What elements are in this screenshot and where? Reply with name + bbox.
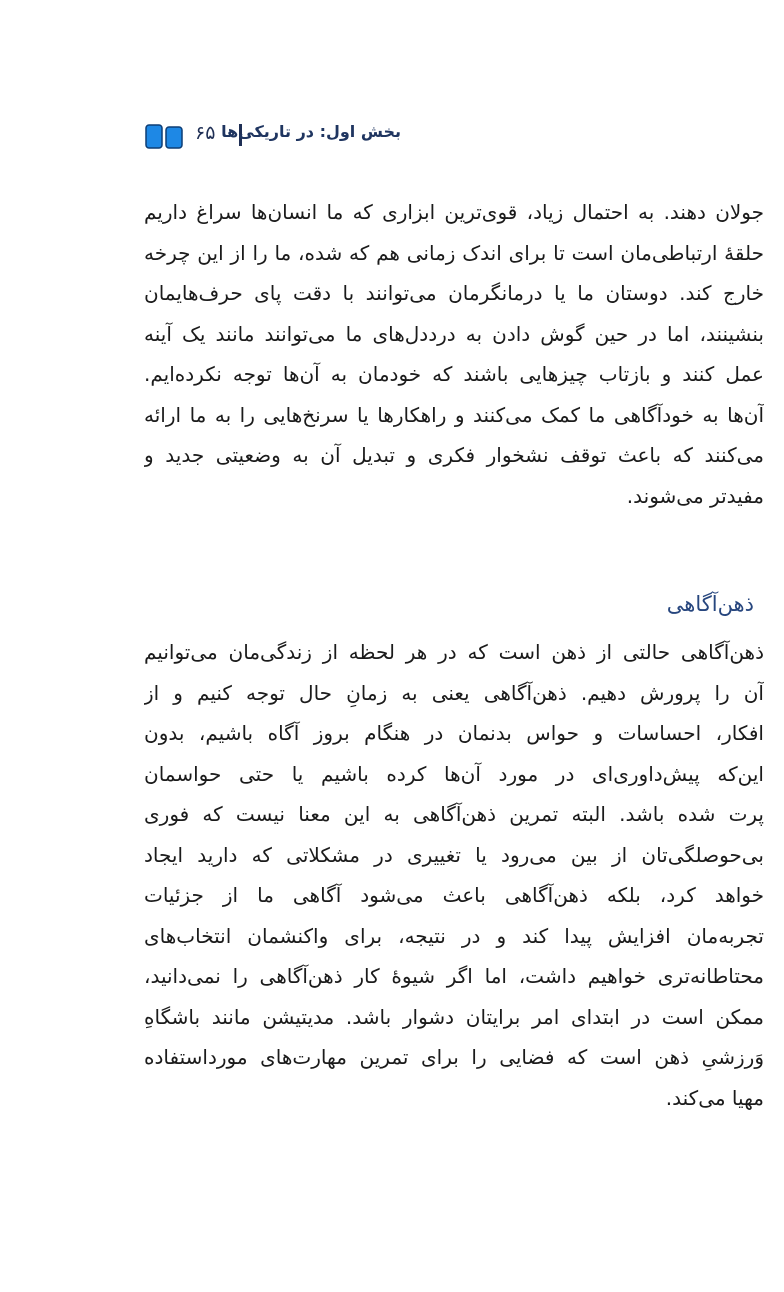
page-header xyxy=(145,118,401,154)
text-line: ممکن است در ابتدای امر برایتان دشوار باشد. مدیتیشن مانند باشگاهِ xyxy=(144,1004,764,1029)
book-icon xyxy=(145,124,185,150)
text-line: خواهد کرد، بلکه ذهن‌آگاهی باعث می‌شود آگاهی ما از جزئیات xyxy=(144,883,764,907)
text-line: حلقۀ ارتباطی‌مان است تا برای اندک زمانی هم که شده، ما را از این چرخه xyxy=(144,240,764,265)
text-line: محتاطانه‌تری خواهیم داشت، اما اگر شیوۀ کار ذهن‌آگاهی را نمی‌دانید، xyxy=(144,964,764,988)
text-line: مفیدتر می‌شوند. xyxy=(626,483,764,508)
paragraph-1 xyxy=(144,192,764,516)
text-line: مهیا می‌کند. xyxy=(665,1085,764,1110)
section-heading: ذهن‌آگاهی xyxy=(666,592,754,616)
text-line: آن‌ها به خودآگاهی ما کمک می‌کنند و راهکارها یا سرنخ‌هایی را به ما ارائه xyxy=(144,402,764,427)
running-head: بخش اول: در تاریکی‌ها xyxy=(221,122,401,141)
text-line: ذهن‌آگاهی حالتی از ذهن است که در هر لحظه از زندگی‌مان می‌توانیم xyxy=(144,640,764,664)
text-line: بی‌حوصلگی‌تان از بین می‌رود یا تغییری در مشکلاتی که دارید ایجاد xyxy=(144,842,764,867)
paragraph-2 xyxy=(144,632,764,1118)
text-line: تجربه‌مان افزایش پیدا کند و در نتیجه، برای واکنشمان انتخاب‌های xyxy=(144,923,764,948)
text-line: بنشینند، اما در حین گوش دادن به درددل‌های ما می‌توانند مانند یک آینه xyxy=(144,321,764,346)
page-number: ۶۵ xyxy=(195,122,216,144)
text-line: می‌کنند که باعث توقف نشخوار فکری و تبدیل آن به وضعیتی جدید و xyxy=(144,443,764,467)
text-line: آن را پرورش دهیم. ذهن‌آگاهی یعنی به زمانِ حال توجه کنیم و از xyxy=(144,680,764,705)
text-line: خارج کند. دوستان ما یا درمانگرمان می‌توانند با دقت پای حرف‌هایمان xyxy=(144,281,764,305)
text-line: عمل کنند و بازتاب چیزهایی باشند که خودمان به آن‌ها توجه نکرده‌ایم. xyxy=(144,362,764,386)
text-line: پرت شده باشد. البته تمرین ذهن‌آگاهی به این معنا نیست که فوری xyxy=(144,802,764,826)
text-line: این‌که پیش‌داوری‌ای در مورد آن‌ها کرده باشیم یا حتی حواسمان xyxy=(144,761,764,786)
text-line: وَرزشیِ ذهن است که فضایی را برای تمرین مهارت‌های مورداستفاده xyxy=(144,1045,764,1069)
text-line: جولان دهند. به احتمال زیاد، قوی‌ترین ابزاری که ما انسان‌ها سراغ داریم xyxy=(144,200,764,224)
text-line: افکار، احساسات و حواس بدنمان در هنگام بروز آگاه باشیم، بدون xyxy=(144,721,764,745)
